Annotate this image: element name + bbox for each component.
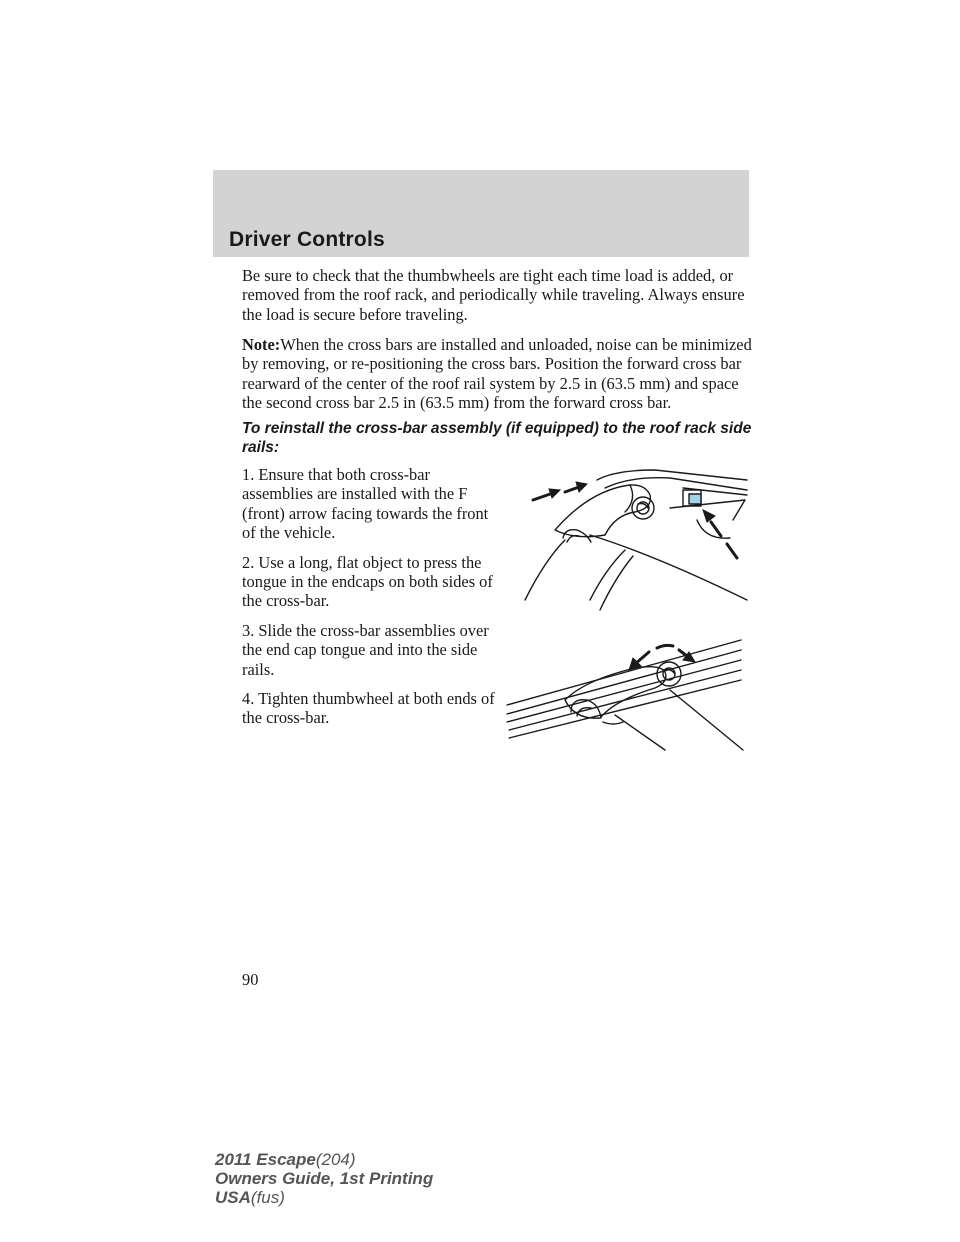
paragraph-thumbwheel-check: [242, 266, 757, 324]
footer-market-code: (fus): [250, 1188, 285, 1207]
step-2: 2. Use a long, flat object to press the tongue in the endcaps on both sides of the cross-bar.: [242, 552, 493, 611]
note-text: When the cross bars are installed and unloaded, noise can be minimized by removing, or re-positioning the cross bars. Position the forward cross bar rearward of the center of the roof rail system by 2.5 in (63.5 mm) and space the second cross bar 2.5 in (63.5 mm) from the forward cross bar.: [242, 335, 752, 413]
footer-line-2: Owners Guide, 1st Printing: [215, 1169, 434, 1188]
thumbwheel-tighten-illustration: [505, 630, 753, 755]
footer-line-1: [215, 1150, 433, 1169]
footer-market: USA: [215, 1188, 251, 1207]
step-3: 3. Slide the cross-bar assemblies over the end cap tongue and into the side rails.: [242, 620, 489, 679]
footer-line-3: [215, 1188, 433, 1207]
procedure-heading: [242, 419, 757, 457]
page-number: 90: [242, 970, 259, 989]
footer-model: 2011 Escape: [215, 1150, 316, 1169]
paragraph-note: [242, 335, 757, 413]
section-title: Driver Controls: [229, 228, 385, 251]
paragraph-text: Be sure to check that the thumbwheels are tight each time load is added, or removed from the roof rack, and periodically while traveling. Always ensure the load is secure before traveling.: [242, 266, 745, 324]
crossbar-install-illustration: [505, 460, 753, 620]
document-footer: [215, 1150, 433, 1207]
procedure-steps: [242, 465, 504, 738]
note-label: Note:: [242, 335, 281, 354]
footer-model-code: (204): [315, 1150, 356, 1169]
step-4: 4. Tighten thumbwheel at both ends of the cross-bar.: [242, 689, 495, 728]
step-1: 1. Ensure that both cross-bar assemblies are installed with the F (front) arrow facing towards the front of the vehicle.: [242, 465, 489, 543]
procedure-heading-text: To reinstall the cross-bar assembly (if equipped) to the roof rack side rails:: [242, 420, 752, 456]
